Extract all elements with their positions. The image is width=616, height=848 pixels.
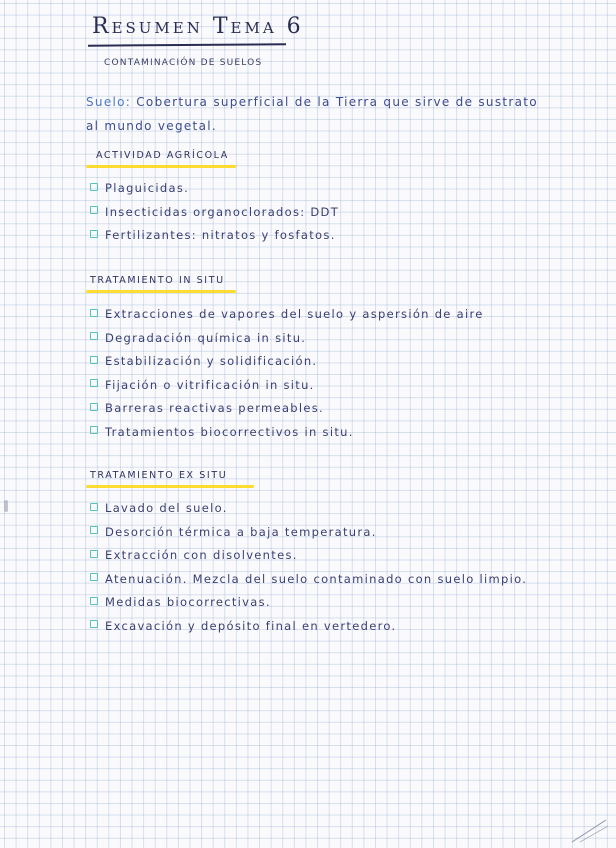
checkbox-icon <box>90 550 98 558</box>
page-subtitle: CONTAMINACIÓN DE SUELOS <box>104 58 263 68</box>
checkbox-icon <box>90 379 98 387</box>
list-item: Fijación o vitrificación in situ. <box>90 374 484 398</box>
list-item: Estabilización y solidificación. <box>90 350 484 374</box>
list-item: Lavado del suelo. <box>90 497 527 521</box>
section-heading-actividad-agricola: ACTIVIDAD AGRÍCOLA <box>96 150 229 161</box>
list-item: Extracciones de vapores del suelo y aspersión de aire <box>90 303 484 327</box>
list-item: Degradación química in situ. <box>90 327 484 351</box>
heading-highlight <box>86 485 254 488</box>
punch-hole-mark <box>4 500 8 512</box>
checkbox-icon <box>90 526 98 534</box>
list-item: Extracción con disolventes. <box>90 544 527 568</box>
definition-term: Suelo: <box>86 95 132 109</box>
checkbox-icon <box>90 309 98 317</box>
list-actividad-agricola <box>90 177 339 248</box>
list-item: Barreras reactivas permeables. <box>90 397 484 421</box>
definition-paragraph <box>86 90 556 138</box>
checkbox-icon <box>90 332 98 340</box>
title-underline <box>88 43 286 46</box>
definition-text: Cobertura superficial de la Tierra que sirve de sustrato al mundo vegetal. <box>86 95 538 133</box>
list-tratamiento-in-situ <box>90 303 484 444</box>
checkbox-icon <box>90 503 98 511</box>
heading-highlight <box>86 165 236 168</box>
checkbox-icon <box>90 573 98 581</box>
checkbox-icon <box>90 403 98 411</box>
list-item: Tratamientos biocorrectivos in situ. <box>90 421 484 445</box>
list-item: Atenuación. Mezcla del suelo contaminado con suelo limpio. <box>90 568 527 592</box>
page-title: Resumen Tema 6 <box>92 14 304 39</box>
checkbox-icon <box>90 356 98 364</box>
list-item: Fertilizantes: nitratos y fosfatos. <box>90 224 339 248</box>
page-corner-fold <box>570 816 610 844</box>
section-heading-tratamiento-in-situ: TRATAMIENTO IN SITU <box>90 275 225 286</box>
list-item: Desorción térmica a baja temperatura. <box>90 521 527 545</box>
checkbox-icon <box>90 183 98 191</box>
list-tratamiento-ex-situ <box>90 497 527 638</box>
heading-highlight <box>86 290 236 293</box>
list-item: Plaguicidas. <box>90 177 339 201</box>
checkbox-icon <box>90 426 98 434</box>
list-item: Excavación y depósito final en vertedero. <box>90 615 527 639</box>
list-item: Medidas biocorrectivas. <box>90 591 527 615</box>
list-item: Insecticidas organoclorados: DDT <box>90 201 339 225</box>
checkbox-icon <box>90 230 98 238</box>
section-heading-tratamiento-ex-situ: TRATAMIENTO EX SITU <box>90 470 228 481</box>
checkbox-icon <box>90 597 98 605</box>
checkbox-icon <box>90 206 98 214</box>
checkbox-icon <box>90 620 98 628</box>
